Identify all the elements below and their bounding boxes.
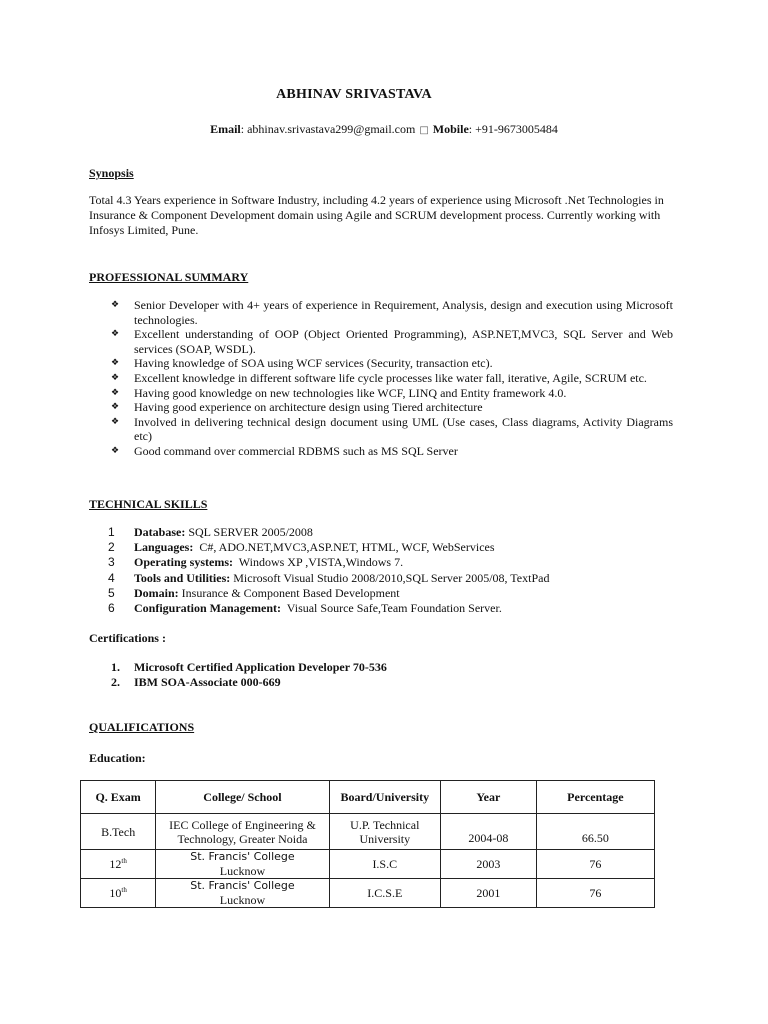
list-item: ❖ Involved in delivering technical design document using UML (Use cases, Class diagrams, Activity Diagrams etc) — [111, 414, 673, 444]
list-item: ❖ Having knowledge of SOA using WCF services (Security, transaction etc). — [111, 356, 493, 371]
contact-line: Email: abhinav.srivastava299@gmail.com □ Mobile: +91-9673005484 — [210, 122, 558, 136]
list-item: ❖ Having good knowledge on new technologies like WCF, LINQ and Entity framework 4.0. — [111, 385, 567, 400]
list-item: ❖ Excellent understanding of OOP (Object Oriented Programming), ASP.NET,MVC3, SQL Server and Web services (SOAP, WSDL). — [111, 327, 673, 356]
list-item: 5 Domain: Insurance & Component Based Development — [108, 585, 400, 600]
table-row — [81, 850, 655, 879]
list-item: 2. IBM SOA-Associate 000-669 — [111, 675, 281, 689]
synopsis-text: Total 4.3 Years experience in Software Industry, including 4.2 years of experience using Microsoft .Net Technologies in Insurance & Component Development domain using Agile and SCRUM development process. Currently working with Infosys Limited, Pune. — [89, 193, 664, 237]
list-item: ❖ Senior Developer with 4+ years of experience in Requirement, Analysis, design and execution using Microsoft technologies. — [111, 298, 673, 327]
technical-skills-list — [108, 525, 668, 616]
college-cell: IEC College of Engineering & Technology, Greater Noida — [156, 814, 329, 850]
list-item: ❖ Good command over commercial RDBMS such as MS SQL Server — [111, 443, 458, 458]
list-item: 6 Configuration Management: Visual Source Safe,Team Foundation Server. — [108, 601, 502, 616]
education-table — [80, 780, 655, 908]
diamond-bullet-icon: ❖ — [111, 387, 120, 398]
percentage-cell: 66.50 — [536, 814, 654, 850]
email-value: abhinav.srivastava299@gmail.com — [247, 122, 416, 136]
certifications-heading: Certifications : — [89, 631, 166, 645]
column-header: Board/University — [329, 781, 440, 814]
diamond-bullet-icon: ❖ — [111, 372, 120, 383]
list-item: ❖ Having good experience on architecture design using Tiered architecture — [111, 400, 483, 415]
college-cell: St. Francis' College Lucknow — [156, 879, 329, 908]
list-item: 1. Microsoft Certified Application Developer 70-536 — [111, 660, 387, 674]
table-row — [81, 814, 655, 850]
professional-summary-heading: PROFESSIONAL SUMMARY — [89, 270, 249, 284]
board-cell: I.S.C — [329, 850, 440, 879]
board-cell: U.P. Technical University — [329, 814, 440, 850]
year-cell: 2004-08 — [440, 814, 536, 850]
column-header: Q. Exam — [81, 781, 156, 814]
separator-icon: □ — [419, 125, 429, 136]
list-item: 4 Tools and Utilities: Microsoft Visual Studio 2008/2010,SQL Server 2005/08, TextPad — [108, 570, 550, 585]
diamond-bullet-icon: ❖ — [111, 329, 120, 340]
college-cell: St. Francis' College Lucknow — [156, 850, 329, 879]
exam-cell: 12th — [81, 850, 156, 879]
professional-summary-list — [111, 298, 673, 459]
column-header: Percentage — [536, 781, 654, 814]
technical-skills-heading: TECHNICAL SKILLS — [89, 497, 208, 511]
table-row — [81, 879, 655, 908]
mobile-value: +91-9673005484 — [475, 122, 558, 136]
diamond-bullet-icon: ❖ — [111, 300, 120, 310]
percentage-cell: 76 — [536, 850, 654, 879]
table-header-row — [81, 781, 655, 814]
column-header: Year — [440, 781, 536, 814]
percentage-cell: 76 — [536, 879, 654, 908]
diamond-bullet-icon: ❖ — [111, 445, 120, 456]
list-item: ❖ Excellent knowledge in different software life cycle processes like water fall, iterative, Agile, SCRUM etc. — [111, 370, 647, 385]
column-header: College/ School — [156, 781, 329, 814]
year-cell: 2003 — [440, 850, 536, 879]
list-item: 2 Languages: C#, ADO.NET,MVC3,ASP.NET, HTML, WCF, WebServices — [108, 540, 495, 555]
diamond-bullet-icon: ❖ — [111, 402, 120, 413]
diamond-bullet-icon: ❖ — [111, 358, 120, 369]
list-item: 1 Database: SQL SERVER 2005/2008 — [108, 525, 313, 539]
year-cell: 2001 — [440, 879, 536, 908]
synopsis-heading: Synopsis — [89, 166, 134, 180]
exam-cell: 10th — [81, 879, 156, 908]
list-item: 3 Operating systems: Windows XP ,VISTA,Windows 7. — [108, 555, 404, 570]
board-cell: I.C.S.E — [329, 879, 440, 908]
diamond-bullet-icon: ❖ — [111, 416, 120, 427]
candidate-name: ABHINAV SRIVASTAVA — [276, 87, 432, 102]
exam-cell: B.Tech — [81, 814, 156, 850]
qualifications-heading: QUALIFICATIONS — [89, 720, 195, 734]
certifications-list — [111, 660, 387, 690]
education-heading: Education: — [89, 751, 146, 765]
email-label: Email — [210, 122, 241, 136]
mobile-label: Mobile — [432, 122, 469, 136]
